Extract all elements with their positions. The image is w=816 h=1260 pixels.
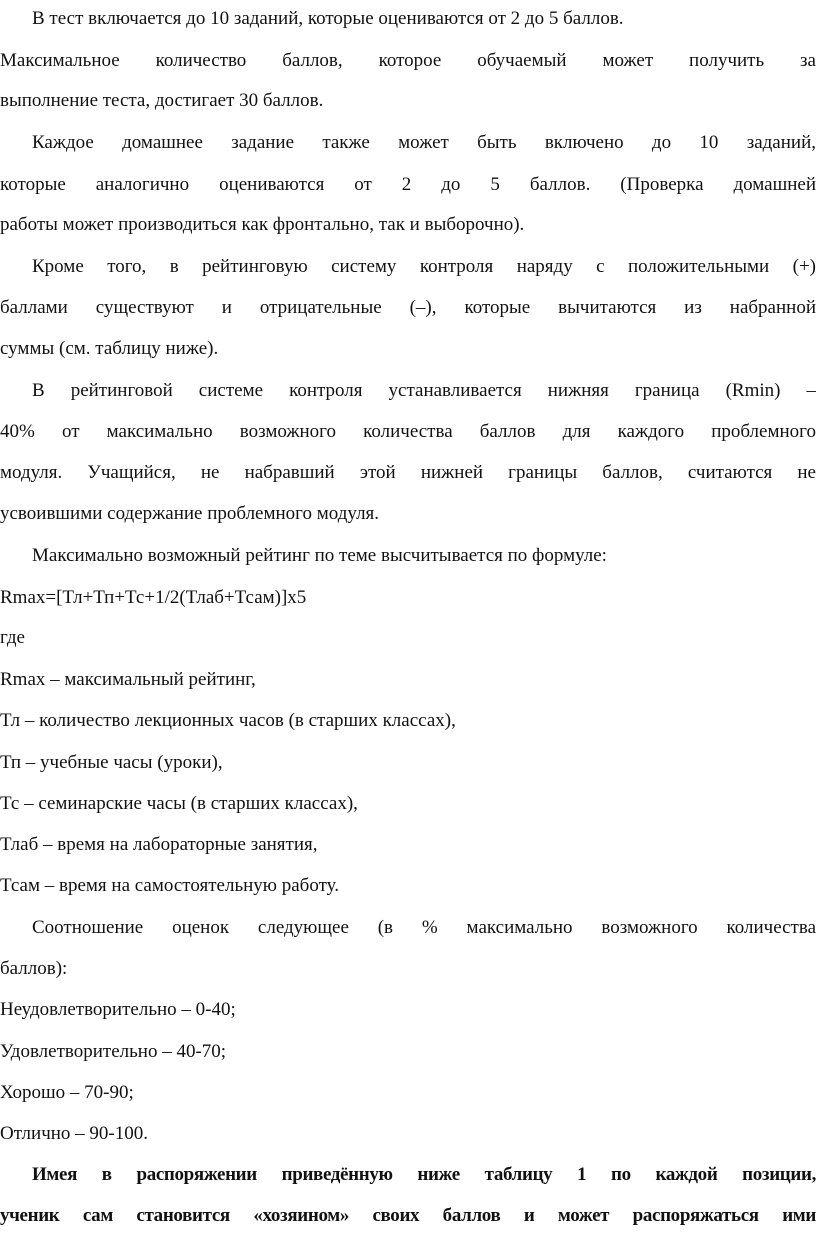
paragraph-grades-line-2: баллов):	[0, 958, 68, 979]
definition-tl: Тл – количество лекционных часов (в старших классах),	[0, 710, 456, 731]
grade-satisfactory: Удовлетворительно – 40-70;	[0, 1041, 227, 1062]
paragraph-formula-intro: Максимально возможный рейтинг по теме высчитывается по формуле:	[32, 545, 607, 566]
definition-tlab: Тлаб – время на лабораторные занятия,	[0, 834, 318, 855]
definition-rmax: Rmax – максимальный рейтинг,	[0, 669, 256, 690]
paragraph-test-line-2: Максимальное количество баллов, которое обучаемый может получить за	[0, 50, 816, 71]
paragraph-rmin-line-4: усвоившими содержание проблемного модуля.	[0, 503, 380, 524]
definition-tp: Тп – учебные часы (уроки),	[0, 752, 223, 773]
paragraph-rmin-line-1: В рейтинговой системе контроля устанавливается нижняя граница (Rmin) –	[32, 380, 816, 401]
paragraph-homework-line-1: Каждое домашнее задание также может быть включено до 10 заданий,	[32, 132, 816, 153]
formula-rmax: Rmax=[Тл+Тп+Тс+1/2(Тлаб+Тсам)]х5	[0, 587, 307, 608]
grade-good: Хорошо – 70-90;	[0, 1082, 134, 1103]
paragraph-test-line-1: В тест включается до 10 заданий, которые оцениваются от 2 до 5 баллов.	[32, 8, 624, 29]
paragraph-negative-points-line-2: баллами существуют и отрицательные (–), которые вычитаются из набранной	[0, 297, 816, 318]
grade-excellent: Отлично – 90-100.	[0, 1123, 149, 1144]
paragraph-negative-points-line-3: суммы (см. таблицу ниже).	[0, 338, 219, 359]
paragraph-test-line-3: выполнение теста, достигает 30 баллов.	[0, 90, 324, 111]
paragraph-homework-line-3: работы может производиться как фронтально, так и выборочно).	[0, 214, 525, 235]
paragraph-bold-line-2: ученик сам становится «хозяином» своих баллов и может распоряжаться ими	[0, 1205, 816, 1226]
paragraph-bold-line-1: Имея в распоряжении приведённую ниже таблицу 1 по каждой позиции,	[32, 1164, 816, 1185]
paragraph-negative-points-line-1: Кроме того, в рейтинговую систему контроля наряду с положительными (+)	[32, 256, 816, 277]
definition-tc: Тс – семинарские часы (в старших классах),	[0, 793, 358, 814]
definition-tsam: Тсам – время на самостоятельную работу.	[0, 875, 339, 896]
grade-unsatisfactory: Неудовлетворительно – 0-40;	[0, 999, 236, 1020]
formula-where: где	[0, 627, 25, 648]
paragraph-rmin-line-2: 40% от максимально возможного количества баллов для каждого проблемного	[0, 421, 816, 442]
paragraph-grades-line-1: Соотношение оценок следующее (в % максимально возможного количества	[32, 917, 816, 938]
paragraph-rmin-line-3: модуля. Учащийся, не набравший этой нижней границы баллов, считаются не	[0, 462, 816, 483]
paragraph-homework-line-2: которые аналогично оцениваются от 2 до 5 баллов. (Проверка домашней	[0, 174, 816, 195]
